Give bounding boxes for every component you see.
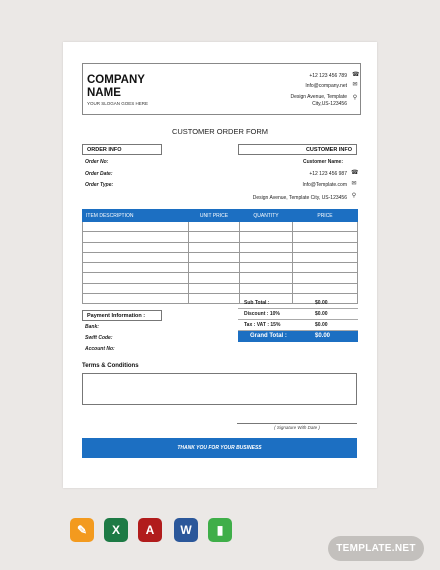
- table-cell[interactable]: [293, 232, 358, 242]
- excel-icon[interactable]: X: [104, 518, 128, 542]
- bank-label: Bank:: [85, 324, 99, 330]
- table-cell[interactable]: [293, 222, 358, 232]
- table-cell[interactable]: [83, 294, 189, 304]
- table-row: [83, 222, 358, 232]
- phone-icon: ☎: [351, 170, 359, 176]
- customer-phone: +12 123 456 987: [309, 171, 347, 177]
- numbers-icon[interactable]: ▮: [208, 518, 232, 542]
- subtotal-label: Sub Total :: [244, 300, 270, 306]
- customer-info-heading: CUSTOMER INFO: [238, 144, 357, 155]
- discount-label: Discount : 10%: [244, 311, 280, 317]
- item-description-header: ITEM DESCRIPTION: [83, 210, 189, 222]
- table-cell[interactable]: [189, 294, 240, 304]
- subtotal-value: $0.00: [315, 300, 328, 306]
- terms-title: Terms & Conditions: [82, 363, 139, 369]
- account-no-label: Account No:: [85, 346, 115, 352]
- table-row: [83, 263, 358, 273]
- table-cell[interactable]: [240, 283, 293, 293]
- terms-box[interactable]: [82, 373, 357, 405]
- items-table-header-row: [83, 210, 358, 222]
- unit-price-header: UNIT PRICE: [189, 210, 240, 222]
- customer-address: Design Avenue, Template City, US-123456: [252, 195, 347, 201]
- table-cell[interactable]: [189, 283, 240, 293]
- email-icon: ✉: [351, 181, 357, 187]
- thank-you-banner: THANK YOU FOR YOUR BUSINESS: [82, 438, 357, 458]
- order-no-label: Order No:: [85, 159, 109, 165]
- form-title: CUSTOMER ORDER FORM: [171, 127, 269, 136]
- customer-email: Info@Template.com: [302, 182, 347, 188]
- table-cell[interactable]: [240, 263, 293, 273]
- table-cell[interactable]: [83, 222, 189, 232]
- table-cell[interactable]: [189, 232, 240, 242]
- table-row: [83, 232, 358, 242]
- signature-caption: ( Signature With Date ): [274, 425, 320, 430]
- grand-total-label: Grand Total :: [250, 333, 287, 339]
- table-cell[interactable]: [293, 273, 358, 283]
- table-cell[interactable]: [240, 242, 293, 252]
- table-cell[interactable]: [83, 273, 189, 283]
- table-cell[interactable]: [83, 283, 189, 293]
- table-cell[interactable]: [293, 263, 358, 273]
- signature-line: [237, 423, 357, 424]
- table-cell[interactable]: [293, 242, 358, 252]
- table-cell[interactable]: [189, 222, 240, 232]
- tax-value: $0.00: [315, 322, 328, 328]
- table-cell[interactable]: [189, 242, 240, 252]
- price-header: PRICE: [293, 210, 358, 222]
- table-row: [83, 242, 358, 252]
- table-cell[interactable]: [240, 273, 293, 283]
- word-icon[interactable]: W: [174, 518, 198, 542]
- customer-name-label: Customer Name:: [302, 159, 343, 165]
- tax-row: [238, 320, 358, 331]
- payment-info-heading: Payment Information :: [82, 310, 162, 321]
- table-cell[interactable]: [189, 263, 240, 273]
- company-address-line2: City,US-123456: [312, 101, 347, 107]
- order-type-label: Order Type:: [85, 182, 114, 188]
- company-slogan: YOUR SLOGAN GOES HERE: [87, 101, 149, 106]
- location-pin-icon: ⚲: [351, 193, 357, 199]
- table-cell[interactable]: [83, 242, 189, 252]
- grand-total-row: [238, 331, 358, 342]
- table-cell[interactable]: [293, 252, 358, 262]
- company-email: Info@company.net: [305, 83, 347, 89]
- location-pin-icon: ⚲: [352, 95, 358, 101]
- grand-total-value: $0.00: [315, 333, 331, 339]
- order-form-page: [63, 42, 377, 488]
- pages-icon[interactable]: ✎: [70, 518, 94, 542]
- table-cell[interactable]: [293, 283, 358, 293]
- discount-value: $0.00: [315, 311, 328, 317]
- table-cell[interactable]: [240, 222, 293, 232]
- table-row: [83, 283, 358, 293]
- table-cell[interactable]: [83, 252, 189, 262]
- subtotal-row: [238, 298, 358, 309]
- company-name: COMPANY NAME: [87, 74, 145, 99]
- table-cell[interactable]: [83, 232, 189, 242]
- table-cell[interactable]: [189, 252, 240, 262]
- phone-icon: ☎: [352, 72, 360, 78]
- table-cell[interactable]: [240, 252, 293, 262]
- items-table: [82, 209, 358, 304]
- tax-label: Tax : VAT : 15%: [244, 322, 281, 328]
- table-row: [83, 252, 358, 262]
- table-cell[interactable]: [189, 273, 240, 283]
- pdf-icon[interactable]: A: [138, 518, 162, 542]
- quantity-header: QUANTITY: [240, 210, 293, 222]
- swift-code-label: Swift Code:: [85, 335, 113, 341]
- company-header-box: [82, 63, 361, 115]
- table-cell[interactable]: [240, 232, 293, 242]
- order-date-label: Order Date:: [85, 171, 113, 177]
- company-phone: +12 123 456 789: [309, 73, 347, 79]
- table-cell[interactable]: [83, 263, 189, 273]
- template-net-badge[interactable]: TEMPLATE.NET: [328, 536, 424, 561]
- discount-row: [238, 309, 358, 320]
- table-row: [83, 273, 358, 283]
- order-info-heading: ORDER INFO: [82, 144, 162, 155]
- email-icon: ✉: [352, 82, 358, 88]
- company-address-line1: Design Avenue, Template: [290, 94, 347, 100]
